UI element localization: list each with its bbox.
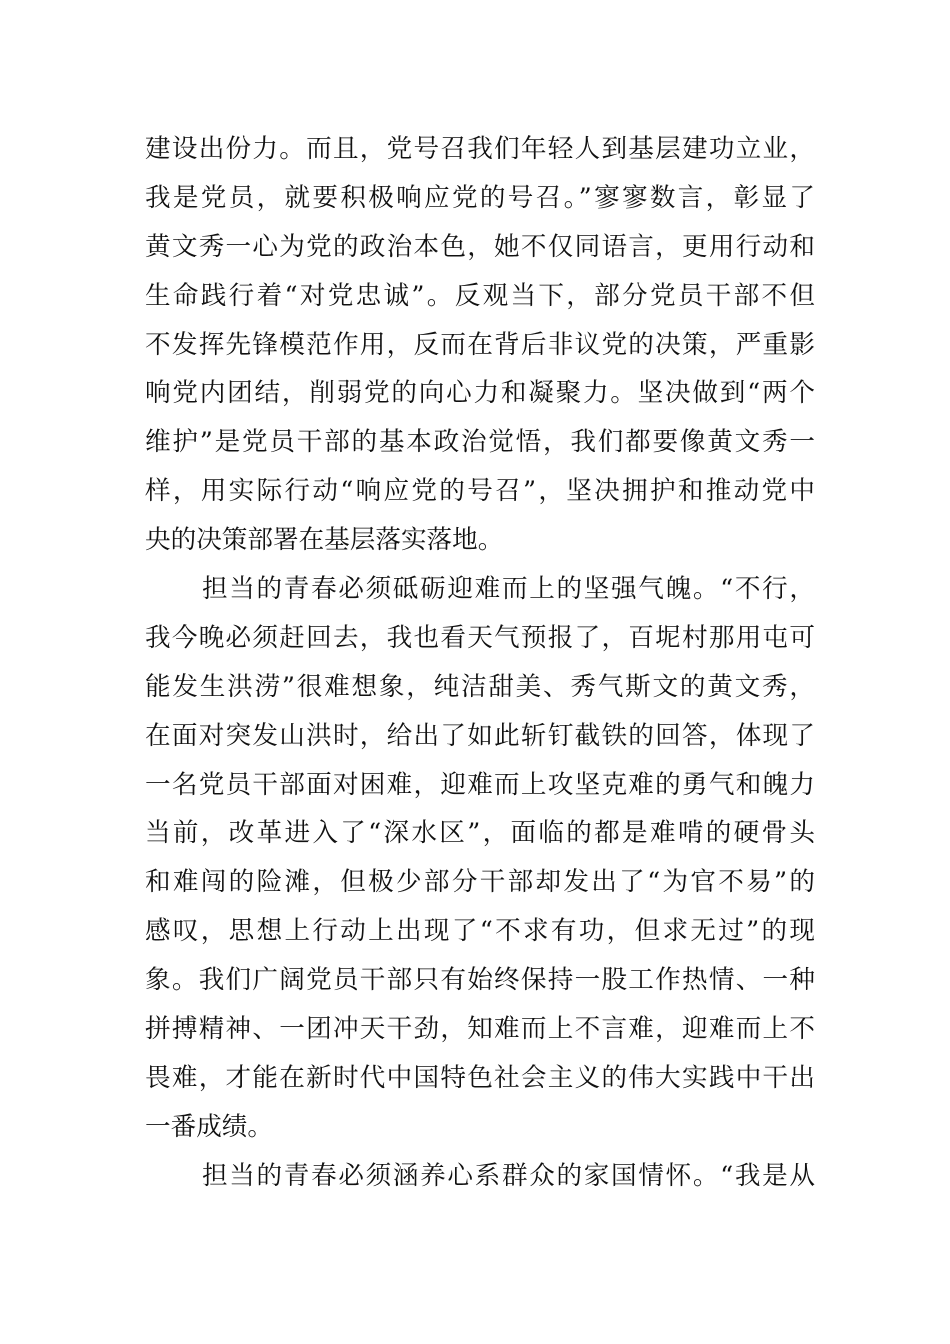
text-line: 担当的青春必须砥砺迎难而上的坚强气魄。“不行， bbox=[202, 574, 815, 605]
text-line: 我是党员，就要积极响应党的号召。”寥寥数言，彰显了 bbox=[145, 182, 815, 213]
text-line: 当前，改革进入了“深水区”，面临的都是难啃的硬骨头 bbox=[145, 818, 815, 849]
text-line: 我今晚必须赶回去，我也看天气预报了，百坭村那用屯可 bbox=[145, 622, 815, 653]
text-line: 不发挥先锋模范作用，反而在背后非议党的决策，严重影 bbox=[145, 329, 815, 360]
text-line: 和难闯的险滩，但极少部分干部却发出了“为官不易”的 bbox=[145, 867, 815, 898]
text-line: 一名党员干部面对困难，迎难而上攻坚克难的勇气和魄力 bbox=[145, 769, 815, 800]
text-line: 象。我们广阔党员干部只有始终保持一股工作热情、一种 bbox=[145, 965, 815, 996]
text-line: 建设出份力。而且，党号召我们年轻人到基层建功立业， bbox=[145, 134, 815, 164]
text-line: 拼搏精神、一团冲天干劲，知难而上不言难，迎难而上不 bbox=[145, 1014, 815, 1045]
text-line: 感叹，思想上行动上出现了“不求有功，但求无过”的现 bbox=[145, 916, 815, 947]
text-line: 在面对突发山洪时，给出了如此斩钉截铁的回答，体现了 bbox=[145, 720, 815, 751]
text-line: 生命践行着“对党忠诚”。反观当下，部分党员干部不但 bbox=[145, 280, 815, 311]
text-line: 黄文秀一心为党的政治本色，她不仅同语言，更用行动和 bbox=[145, 231, 815, 262]
text-line: 担当的青春必须涵养心系群众的家国情怀。“我是从 bbox=[202, 1160, 815, 1191]
text-line: 响党内团结，削弱党的向心力和凝聚力。坚决做到“两个 bbox=[145, 378, 815, 409]
text-line: 能发生洪涝”很难想象，纯洁甜美、秀气斯文的黄文秀， bbox=[145, 671, 815, 702]
text-line: 一番成绩。 bbox=[145, 1111, 273, 1142]
text-line: 畏难，才能在新时代中国特色社会主义的伟大实践中干出 bbox=[145, 1062, 815, 1093]
text-line: 样，用实际行动“响应党的号召”，坚决拥护和推动党中 bbox=[145, 476, 815, 507]
text-line: 维护”是党员干部的基本政治觉悟，我们都要像黄文秀一 bbox=[145, 427, 815, 458]
body-text bbox=[145, 125, 815, 1201]
text-line: 央的决策部署在基层落实落地。 bbox=[145, 525, 504, 556]
